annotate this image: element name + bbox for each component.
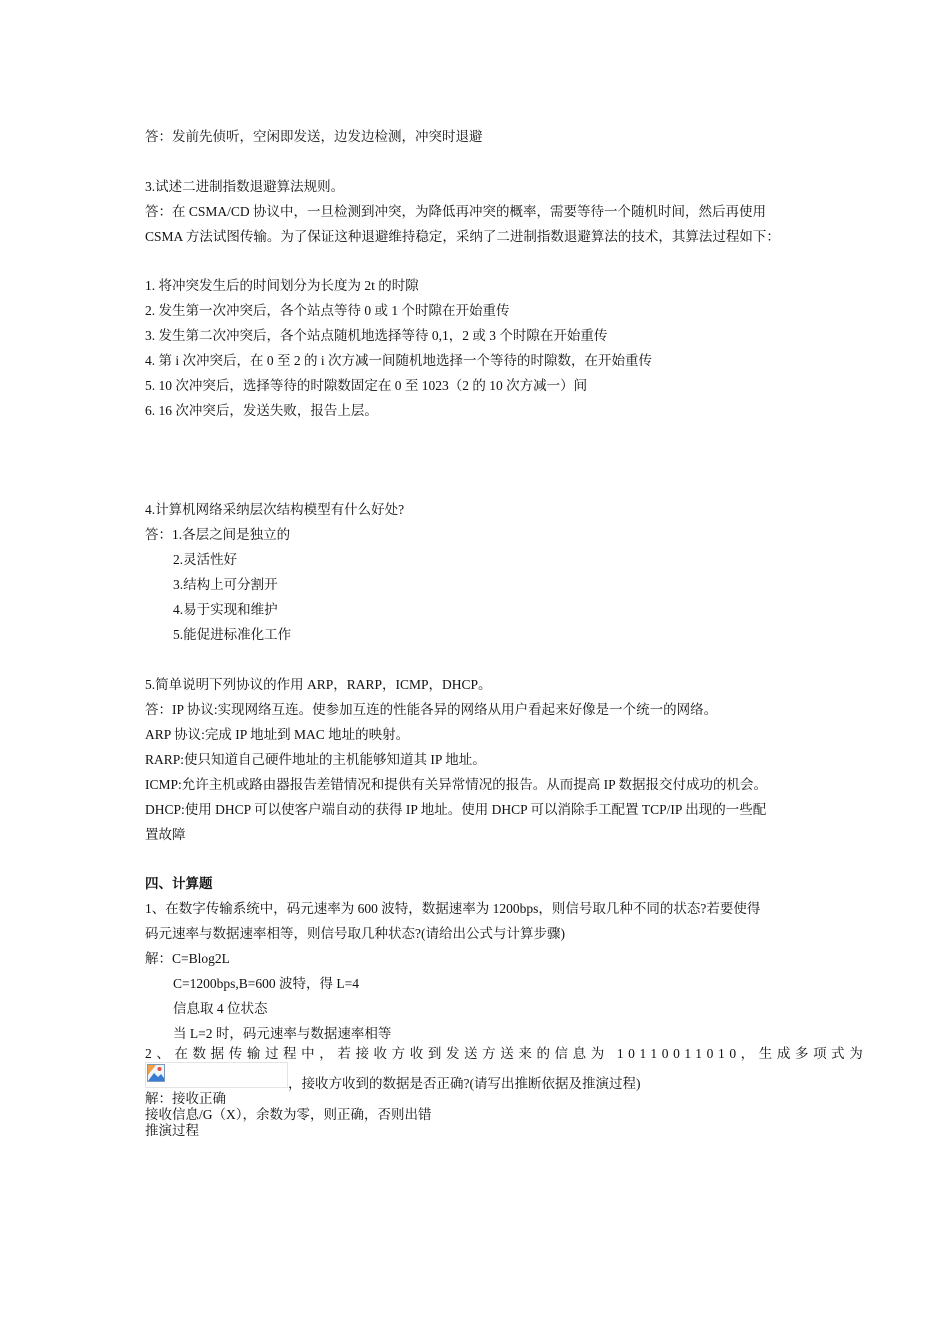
q3-step-4: 4. 第 i 次冲突后，在 0 至 2 的 i 次方减一间随机地选择一个等待的时隙数，在开始重传 <box>145 353 653 368</box>
q4-answer-3: 3.结构上可分割开 <box>173 577 278 592</box>
calc-2-solution-3: 推演过程 <box>145 1123 199 1138</box>
polynomial-image-placeholder <box>145 1062 288 1088</box>
broken-image-icon <box>147 1064 165 1082</box>
q4-answer-4: 4.易于实现和维护 <box>173 602 278 617</box>
q4-answer-1: 答：1.各层之间是独立的 <box>145 527 291 542</box>
calc-1-solution-1: 解：C=Blog2L <box>145 951 230 966</box>
q3-step-1: 1. 将冲突发生后的时间划分为长度为 2t 的时隙 <box>145 278 419 293</box>
calc-1-solution-3: 信息取 4 位状态 <box>173 1001 268 1016</box>
calc-1-solution-2: C=1200bps,B=600 波特，得 L=4 <box>173 976 359 991</box>
q3-step-6: 6. 16 次冲突后，发送失败，报告上层。 <box>145 403 378 418</box>
q5-line-6: 置故障 <box>145 827 186 842</box>
q3-step-3: 3. 发生第二次冲突后，各个站点随机地选择等待 0,1，2 或 3 个时隙在开始重传 <box>145 328 608 343</box>
q3-step-2: 2. 发生第一次冲突后，各个站点等待 0 或 1 个时隙在开始重传 <box>145 303 510 318</box>
q3-title: 3.试述二进制指数退避算法规则。 <box>145 179 345 194</box>
calc-2-line-1: 2、在数据传输过程中，若接收方收到发送方送来的信息为 10110011010，生成多项式为 <box>145 1046 868 1061</box>
q5-line-4: ICMP:允许主机或路由器报告差错情况和提供有关异常情况的报告。从而提高 IP 数据报交付成功的机会。 <box>145 777 768 792</box>
q3-step-5: 5. 10 次冲突后，选择等待的时隙数固定在 0 至 1023（2 的 10 次方减一）间 <box>145 378 588 393</box>
calc-1-line-2: 码元速率与数据速率相等，则信号取几种状态?(请给出公式与计算步骤) <box>145 926 565 941</box>
calc-1-line-1: 1、在数字传输系统中，码元速率为 600 波特，数据速率为 1200bps，则信号取几种不同的状态?若要使得 <box>145 901 761 916</box>
q4-answer-2: 2.灵活性好 <box>173 552 238 567</box>
q5-line-5: DHCP:使用 DHCP 可以使客户端自动的获得 IP 地址。使用 DHCP 可以消除手工配置 TCP/IP 出现的一些配 <box>145 802 767 817</box>
q2-answer: 答：发前先侦听，空闲即发送，边发边检测，冲突时退避 <box>145 129 483 144</box>
q5-title: 5.简单说明下列协议的作用 ARP，RARP，ICMP，DHCP。 <box>145 677 492 692</box>
q3-answer-line-1: 答：在 CSMA/CD 协议中，一旦检测到冲突，为降低再冲突的概率，需要等待一个随机时间，然后再使用 <box>145 204 767 219</box>
q4-title: 4.计算机网络采纳层次结构模型有什么好处? <box>145 502 405 517</box>
q5-line-3: RARP:使只知道自己硬件地址的主机能够知道其 IP 地址。 <box>145 752 486 767</box>
q3-answer-line-2: CSMA 方法试图传输。为了保证这种退避维持稳定，采纳了二进制指数退避算法的技术，其算法过程如下： <box>145 229 780 244</box>
section-heading: 四、计算题 <box>145 876 213 891</box>
q5-line-1: 答：IP 协议:实现网络互连。使参加互连的性能各异的网络从用户看起来好像是一个统一的网络。 <box>145 702 718 717</box>
calc-2-line-2: ，接收方收到的数据是否正确?(请写出推断依据及推演过程) <box>288 1076 641 1091</box>
calc-2-solution-1: 解：接收正确 <box>145 1091 226 1106</box>
q5-line-2: ARP 协议:完成 IP 地址到 MAC 地址的映射。 <box>145 727 410 742</box>
calc-1-solution-4: 当 L=2 时，码元速率与数据速率相等 <box>173 1026 392 1041</box>
q4-answer-5: 5.能促进标准化工作 <box>173 627 292 642</box>
calc-2-solution-2: 接收信息/G（X），余数为零，则正确，否则出错 <box>145 1107 432 1122</box>
